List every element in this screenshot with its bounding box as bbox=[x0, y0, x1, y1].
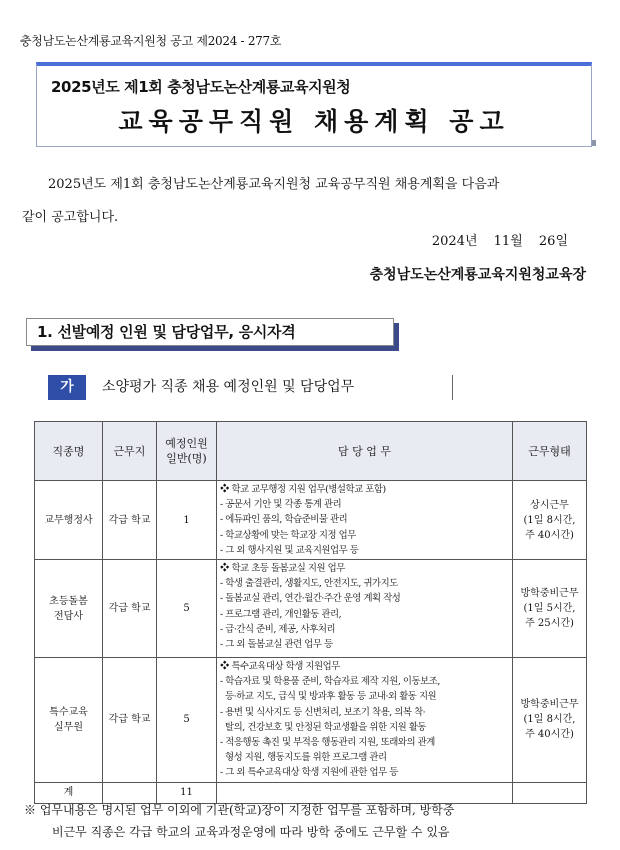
duty-cell bbox=[217, 560, 513, 658]
notice-date: 2024년 11월 26일 bbox=[431, 234, 568, 249]
job-name: 특수교육 실무원 bbox=[35, 658, 103, 783]
work-location: 각급 학교 bbox=[103, 481, 157, 560]
page-title: 교육공무직원 채용계획 공고 bbox=[118, 107, 510, 136]
job-name: 초등돌봄 전담사 bbox=[35, 560, 103, 658]
work-type: 방학중비근무 (1일 8시간, 주 40시간) bbox=[513, 658, 587, 783]
header-count: 예정인원 일반(명) bbox=[157, 422, 217, 481]
duty-item: - 학습자료 및 학용품 준비, 학습자료 제작 지원, 이동보조, bbox=[220, 676, 440, 688]
work-location: 각급 학교 bbox=[103, 560, 157, 658]
duty-heading: ❖ 특수교육대상 학생 지원업무 bbox=[220, 661, 340, 673]
work-type: 방학중비근무 (1일 5시간, 주 25시간) bbox=[513, 560, 587, 658]
work-type: 상시근무 (1일 8시간, 주 40시간) bbox=[513, 481, 587, 560]
header-location: 근무지 bbox=[103, 422, 157, 481]
planned-count: 1 bbox=[157, 481, 217, 560]
title-line1: 2025년도 제1회 충청남도논산계룡교육지원청 bbox=[51, 78, 351, 96]
planned-count: 5 bbox=[157, 560, 217, 658]
recruitment-table bbox=[34, 421, 587, 804]
table-header-row bbox=[35, 422, 587, 481]
table-row bbox=[35, 560, 587, 658]
duty-item: - 공문서 기안 및 각종 통계 관리 bbox=[220, 499, 342, 511]
title-box bbox=[36, 62, 592, 147]
work-location: 각급 학교 bbox=[103, 658, 157, 783]
table-row bbox=[35, 481, 587, 560]
header-duties: 담 당 업 무 bbox=[217, 422, 513, 481]
total-label: 계 bbox=[35, 782, 103, 803]
duty-heading: ❖ 학교 초등 돌봄교실 지원 업무 bbox=[220, 563, 345, 575]
duty-item: - 돌봄교실 관리, 연간·월간·주간 운영 계획 작성 bbox=[220, 593, 401, 605]
duty-item: - 그 외 행사지원 및 교육지원업무 등 bbox=[220, 544, 359, 556]
intro-paragraph bbox=[22, 168, 598, 234]
intro-line2: 같이 공고합니다. bbox=[22, 210, 119, 225]
table-row bbox=[35, 658, 587, 783]
duty-item: 등·하교 지도, 급식 및 방과후 활동 등 교내·외 활동 지원 bbox=[220, 691, 437, 703]
duty-item: - 급·간식 준비, 제공, 사후처리 bbox=[220, 623, 336, 635]
total-count: 11 bbox=[157, 782, 217, 803]
footnote-line2: 비근무 직종은 각급 학교의 교육과정운영에 따라 방학 중에도 근무할 수 있음 bbox=[52, 825, 450, 839]
footnote bbox=[24, 799, 598, 843]
subsection-title: 소양평가 직종 채용 예정인원 및 담당업무 bbox=[96, 375, 453, 400]
section-1-heading: 1. 선발예정 인원 및 담당업무, 응시자격 bbox=[26, 318, 394, 346]
duty-item: - 용변 및 식사지도 등 신변처리, 보조기 착용, 의복 착· bbox=[220, 706, 426, 718]
duty-item: - 프로그램 관리, 개인활동 관리, bbox=[220, 608, 342, 620]
duty-item: 형성 지원, 행동지도를 위한 프로그램 관리 bbox=[220, 752, 387, 764]
duty-item: - 적응행동 촉진 및 부적응 행동관리 지원, 또래와의 관계 bbox=[220, 737, 435, 749]
duty-cell bbox=[217, 481, 513, 560]
duty-cell bbox=[217, 658, 513, 783]
duty-item: - 학생 출결관리, 생활지도, 안전지도, 귀가지도 bbox=[220, 578, 398, 590]
duty-heading: ❖ 학교 교무행정 지원 업무(병설학교 포함) bbox=[220, 484, 386, 495]
header-job: 직종명 bbox=[35, 422, 103, 481]
intro-line1: 2025년도 제1회 충청남도논산계룡교육지원청 교육공무직원 채용계획을 다음과 bbox=[48, 177, 500, 192]
duty-item: - 학교상황에 맞는 학교장 지정 업무 bbox=[220, 529, 356, 541]
duty-item: - 그 외 돌봄교실 관련 업무 등 bbox=[220, 639, 333, 651]
planned-count: 5 bbox=[157, 658, 217, 783]
subsection-badge: 가 bbox=[48, 375, 86, 400]
duty-item: 탈의, 건강보호 및 안정된 학교생활을 위한 지원 활동 bbox=[220, 721, 427, 733]
notice-number: 충청남도논산계룡교육지원청 공고 제2024 - 277호 bbox=[20, 34, 282, 48]
duty-item: - 에듀파인 품의, 학습준비물 관리 bbox=[220, 514, 348, 526]
footnote-line1: ※ 업무내용은 명시된 업무 이외에 기관(학교)장이 지정한 업무를 포함하며, 방학중 bbox=[24, 803, 455, 817]
job-name: 교무행정사 bbox=[35, 481, 103, 560]
duty-item: - 그 외 특수교육대상 학생 지원에 관한 업무 등 bbox=[220, 767, 398, 779]
header-work-type: 근무형태 bbox=[513, 422, 587, 481]
signer: 충청남도논산계룡교육지원청교육장 bbox=[369, 267, 586, 283]
